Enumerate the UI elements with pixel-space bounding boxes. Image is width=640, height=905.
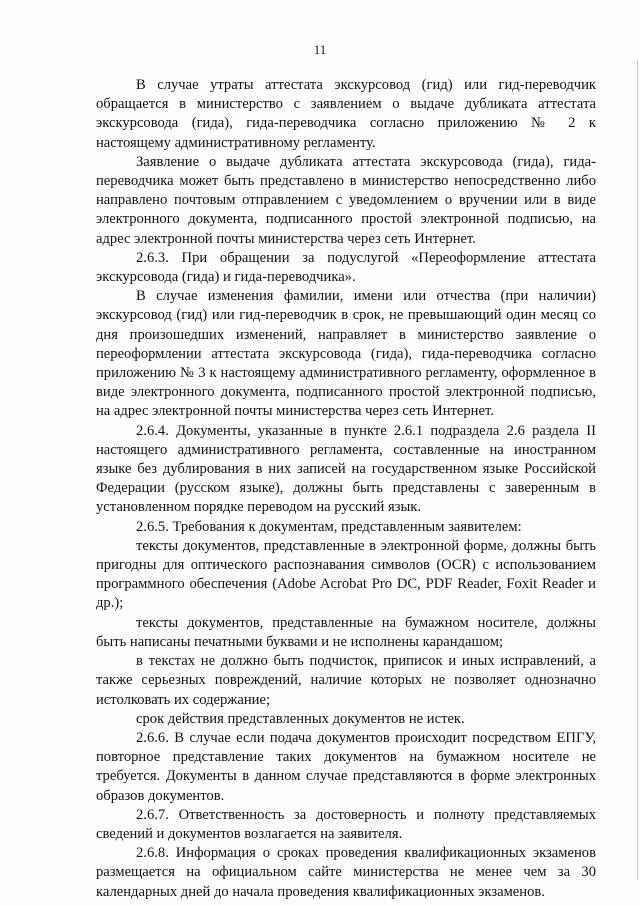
scan-edge-line [637,60,638,880]
requirement-electronic-texts: тексты документов, представленные в электронной форме, должны быть пригодны для оптического распознавания символов (OCR) с использованием программного обеспечения (Adobe Acrobat Pro DC, PDF Reader, Foxit Reader и др.); [96,537,596,612]
page-number: 11 [313,42,327,57]
paragraph-2-6-7: 2.6.7. Ответственность за достоверность и полноту представляемых сведений и документов возлагается на заявителя. [96,806,596,842]
paragraph-2-6-8: 2.6.8. Информация о сроках проведения квалификационных экзаменов размещается на официальном сайте министерства не менее чем за 30 календарных дней до начала проведения квалификационных экзаменов. [96,845,596,900]
paragraph-2-6-6: 2.6.6. В случае если подача документов происходит посредством ЕПГУ, повторное представление таких документов на бумажном носителе не требуется. Документы в данном случае представляются в форме электронных образов документов. [96,729,596,804]
paragraph-duplicate-application: Заявление о выдаче дубликата аттестата экскурсовода (гида), гида-переводчика может быть представлено в министерство непосредственно либо направлено почтовым отправлением с уведомлением о вручении или в виде электронного документа, подписанного простой электронной подписью, на адрес электронной почты министерства через сеть Интернет. [96,153,596,247]
requirement-no-corrections: в текстах не должно быть подчисток, приписок и иных исправлений, а также серьезных повреждений, наличие которых не позволяет однозначно истолковать их содержание; [96,653,596,708]
requirement-paper-texts: тексты документов, представленные на бумажном носителе, должны быть написаны печатными буквами и не исполнены карандашом; [96,614,596,650]
paragraph-duplicate-loss: В случае утраты аттестата экскурсовод (гид) или гид-переводчик обращается в министерство с заявлением о выдаче дубликата аттестата экскурсовода (гида), гида-переводчика согласно приложению № 2 к настоящему административному регламенту. [96,77,596,151]
document-body [96,76,596,902]
paragraph-2-6-4: 2.6.4. Документы, указанные в пункте 2.6.1 подраздела 2.6 раздела II настоящего административного регламента, составленные на иностранном языке без дублирования в них записей на государственном языке Российской Федерации (русском языке), должны быть представлены с заверенным в установленном порядке переводом на русский язык. [96,422,596,516]
paragraph-name-change: В случае изменения фамилии, имени или отчества (при наличии) экскурсовод (гид) или гид-переводчик в срок, не превышающий один месяц со дня произошедших изменений, направляет в министерство заявление о переоформлении аттестата экскурсовода (гида), гида-переводчика согласно приложению № 3 к настоящему административного регламенту, оформленное в виде электронного документа, подписанного простой электронной подписью, на адрес электронной почты министерства через сеть Интернет. [96,288,596,420]
paragraph-2-6-3: 2.6.3. При обращении за подуслугой «Переоформление аттестата экскурсовода (гида) и гида-переводчика». [96,249,596,286]
paragraph-2-6-5: 2.6.5. Требования к документам, представленным заявителем: [136,518,522,535]
requirement-validity: срок действия представленных документов не истек. [136,710,465,727]
